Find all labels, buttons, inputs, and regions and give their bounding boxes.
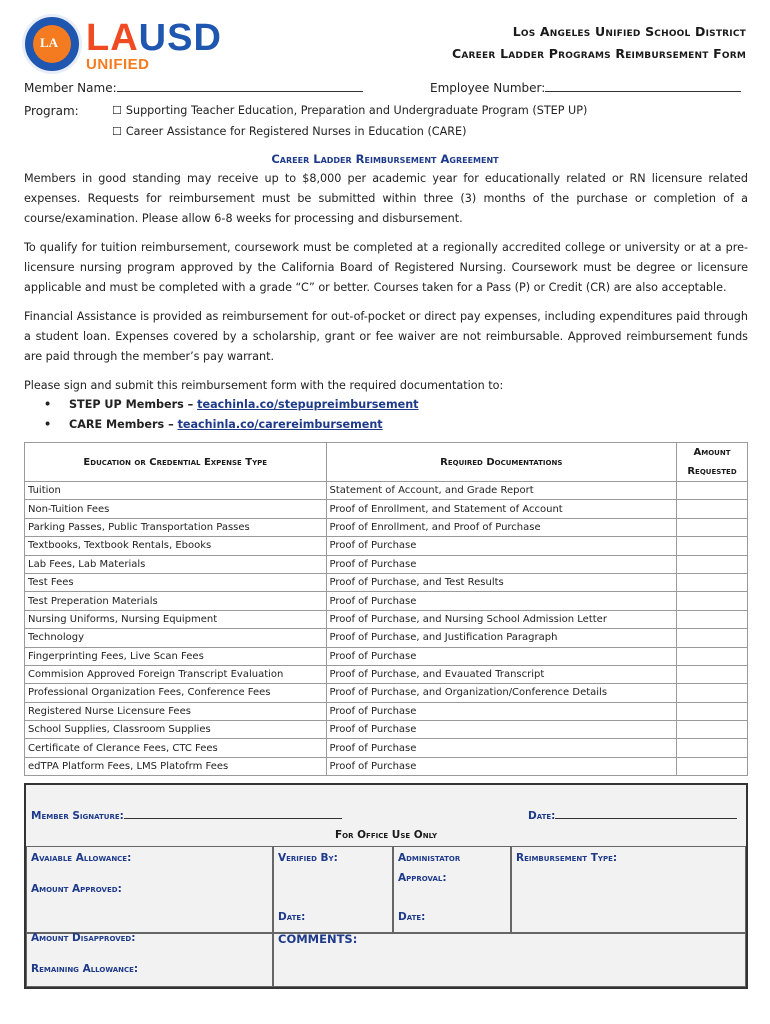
required-docs-cell: Proof of Purchase (326, 702, 677, 720)
district-name: Los Angeles Unified School District (512, 24, 746, 39)
expense-type-cell: Textbooks, Textbook Rentals, Ebooks (25, 537, 327, 555)
required-docs-cell: Proof of Purchase, and Justification Paragraph (326, 629, 677, 647)
employee-number-field[interactable] (545, 80, 741, 92)
administator-label: Administator (398, 852, 461, 864)
amount-requested-field[interactable] (677, 610, 748, 628)
verified-by-label: Verified By: (278, 852, 338, 864)
member-name-label: Member Name: (24, 81, 117, 95)
agreement-paragraph-2: To qualify for tuition reimbursement, coursework must be completed at a regionally accredited college or university or at a pre-licensure nursing program approved by the California Board of Registered Nursing. Coursework must be degree or licensure applicable and must be completed with a grade “C” or better. Courses taken for a Pass (P) or Credit (CR) are also acceptable. (24, 241, 748, 294)
header-amount-requested: Amount Requested (677, 443, 748, 482)
amount-requested-field[interactable] (677, 537, 748, 555)
amount-requested-field[interactable] (677, 555, 748, 573)
approval-date-label: Date: (398, 911, 426, 923)
required-docs-cell: Proof of Purchase (326, 721, 677, 739)
table-row (25, 721, 748, 739)
bullet-care: • CARE Members – teachinla.co/carereimbursement (44, 418, 383, 431)
required-docs-cell: Proof of Purchase, and Nursing School Admission Letter (326, 610, 677, 628)
required-docs-cell: Proof of Purchase (326, 537, 677, 555)
table-row (25, 629, 748, 647)
expense-type-cell: Certificate of Clerance Fees, CTC Fees (25, 739, 327, 757)
expense-type-cell: Nursing Uniforms, Nursing Equipment (25, 610, 327, 628)
date-row: Date: (528, 809, 737, 822)
table-row (25, 573, 748, 591)
table-row (25, 684, 748, 702)
available-allowance-label: Avaiable Allowance: (31, 852, 132, 864)
step-up-checkbox[interactable]: ☐ (112, 104, 122, 117)
required-docs-cell: Proof of Purchase, and Evauated Transcript (326, 665, 677, 683)
office-section (24, 783, 748, 989)
expense-type-cell: Lab Fees, Lab Materials (25, 555, 327, 573)
table-row (25, 482, 748, 500)
expense-type-cell: Registered Nurse Licensure Fees (25, 702, 327, 720)
table-row (25, 665, 748, 683)
employee-number-label: Employee Number: (430, 81, 546, 95)
required-docs-cell: Proof of Enrollment, and Statement of Account (326, 500, 677, 518)
amount-requested-field[interactable] (677, 629, 748, 647)
required-docs-cell: Proof of Purchase (326, 757, 677, 775)
table-row (25, 647, 748, 665)
amount-requested-field[interactable] (677, 592, 748, 610)
option-step-up: ☐ Supporting Teacher Education, Preparation and Undergraduate Program (STEP UP) (112, 104, 588, 117)
amount-disapproved-label: Amount Disapproved: (31, 932, 136, 944)
expense-type-cell: Test Preperation Materials (25, 592, 327, 610)
table-row (25, 537, 748, 555)
required-docs-cell: Proof of Purchase, and Test Results (326, 573, 677, 591)
amount-requested-field[interactable] (677, 721, 748, 739)
program-label: Program: (24, 104, 79, 118)
required-docs-cell: Proof of Purchase (326, 647, 677, 665)
table-row (25, 702, 748, 720)
district-seal-icon: LA (22, 14, 82, 74)
amount-requested-field[interactable] (677, 500, 748, 518)
member-signature-field[interactable] (124, 809, 342, 819)
amount-requested-field[interactable] (677, 684, 748, 702)
form-title: Career Ladder Programs Reimbursement Form (452, 46, 746, 61)
header-required-docs: Required Documentations (326, 443, 677, 482)
table-row (25, 555, 748, 573)
amount-requested-field[interactable] (677, 739, 748, 757)
amount-requested-field[interactable] (677, 665, 748, 683)
approval-label: Approval: (398, 872, 447, 884)
lausd-logo (22, 14, 222, 76)
expense-type-cell: Professional Organization Fees, Conference Fees (25, 684, 327, 702)
bullet-step-up: • STEP UP Members – teachinla.co/stepupreimbursement (44, 398, 419, 411)
logo-unified: UNIFIED (86, 56, 150, 73)
amount-approved-label: Amount Approved: (31, 883, 122, 895)
expense-type-cell: edTPA Platform Fees, LMS Platofrm Fees (25, 757, 327, 775)
verified-date-label: Date: (278, 911, 306, 923)
care-checkbox[interactable]: ☐ (112, 125, 122, 138)
table-row (25, 610, 748, 628)
table-row (25, 739, 748, 757)
table-row (25, 518, 748, 536)
amount-requested-field[interactable] (677, 702, 748, 720)
agreement-paragraph-3: Financial Assistance is provided as reimbursement for out-of-pocket or direct pay expenses, including expenditures paid through a student loan. Expenses covered by a scholarship, grant or fee waiver are not reimbursable. Approved reimbursement funds are paid through the member’s pay warrant. (24, 310, 748, 363)
employee-number-row (430, 80, 741, 95)
required-docs-cell: Proof of Purchase, and Organization/Conference Details (326, 684, 677, 702)
required-docs-cell: Proof of Purchase (326, 555, 677, 573)
for-office-use-title: For Office Use Only (334, 829, 438, 841)
amount-requested-field[interactable] (677, 482, 748, 500)
expense-table (24, 442, 748, 776)
expense-type-cell: Test Fees (25, 573, 327, 591)
amount-requested-field[interactable] (677, 757, 748, 775)
member-signature-row: Member Signature: (31, 809, 342, 822)
agreement-title: Career Ladder Reimbursement Agreement (271, 152, 499, 166)
table-row (25, 500, 748, 518)
required-docs-cell: Proof of Enrollment, and Proof of Purchase (326, 518, 677, 536)
expense-type-cell: Parking Passes, Public Transportation Passes (25, 518, 327, 536)
expense-type-cell: Technology (25, 629, 327, 647)
required-docs-cell: Statement of Account, and Grade Report (326, 482, 677, 500)
agreement-paragraph-4: Please sign and submit this reimbursement form with the required documentation to: (24, 379, 504, 392)
expense-type-cell: School Supplies, Classroom Supplies (25, 721, 327, 739)
remaining-allowance-label: Remaining Allowance: (31, 963, 139, 975)
signature-date-field[interactable] (555, 809, 737, 819)
expense-type-cell: Tuition (25, 482, 327, 500)
care-link[interactable]: teachinla.co/carereimbursement (177, 418, 383, 431)
required-docs-cell: Proof of Purchase (326, 739, 677, 757)
option-care: ☐ Career Assistance for Registered Nurses in Education (CARE) (112, 125, 467, 138)
agreement-paragraph-1: Members in good standing may receive up to $8,000 per academic year for educationally related or RN licensure related expenses. Requests for reimbursement must be submitted within three (3) months of the purchase or completion of a course/examination. Please allow 6-8 weeks for processing and disbursement. (24, 172, 748, 225)
header-expense-type: Education or Credential Expense Type (25, 443, 327, 482)
table-row (25, 592, 748, 610)
amount-requested-field[interactable] (677, 647, 748, 665)
amount-requested-field[interactable] (677, 573, 748, 591)
reimbursement-type-label: Reimbursement Type: (516, 852, 618, 864)
expense-type-cell: Non-Tuition Fees (25, 500, 327, 518)
required-docs-cell: Proof of Purchase (326, 592, 677, 610)
member-name-row (24, 80, 363, 95)
logo-wordmark: LAUSD (86, 17, 222, 59)
table-row (25, 757, 748, 775)
comments-label: COMMENTS: (278, 932, 358, 946)
expense-type-cell: Commision Approved Foreign Transcript Evaluation (25, 665, 327, 683)
amount-requested-field[interactable] (677, 518, 748, 536)
expense-type-cell: Fingerprinting Fees, Live Scan Fees (25, 647, 327, 665)
step-up-link[interactable]: teachinla.co/stepupreimbursement (197, 398, 419, 411)
member-name-field[interactable] (117, 80, 363, 92)
